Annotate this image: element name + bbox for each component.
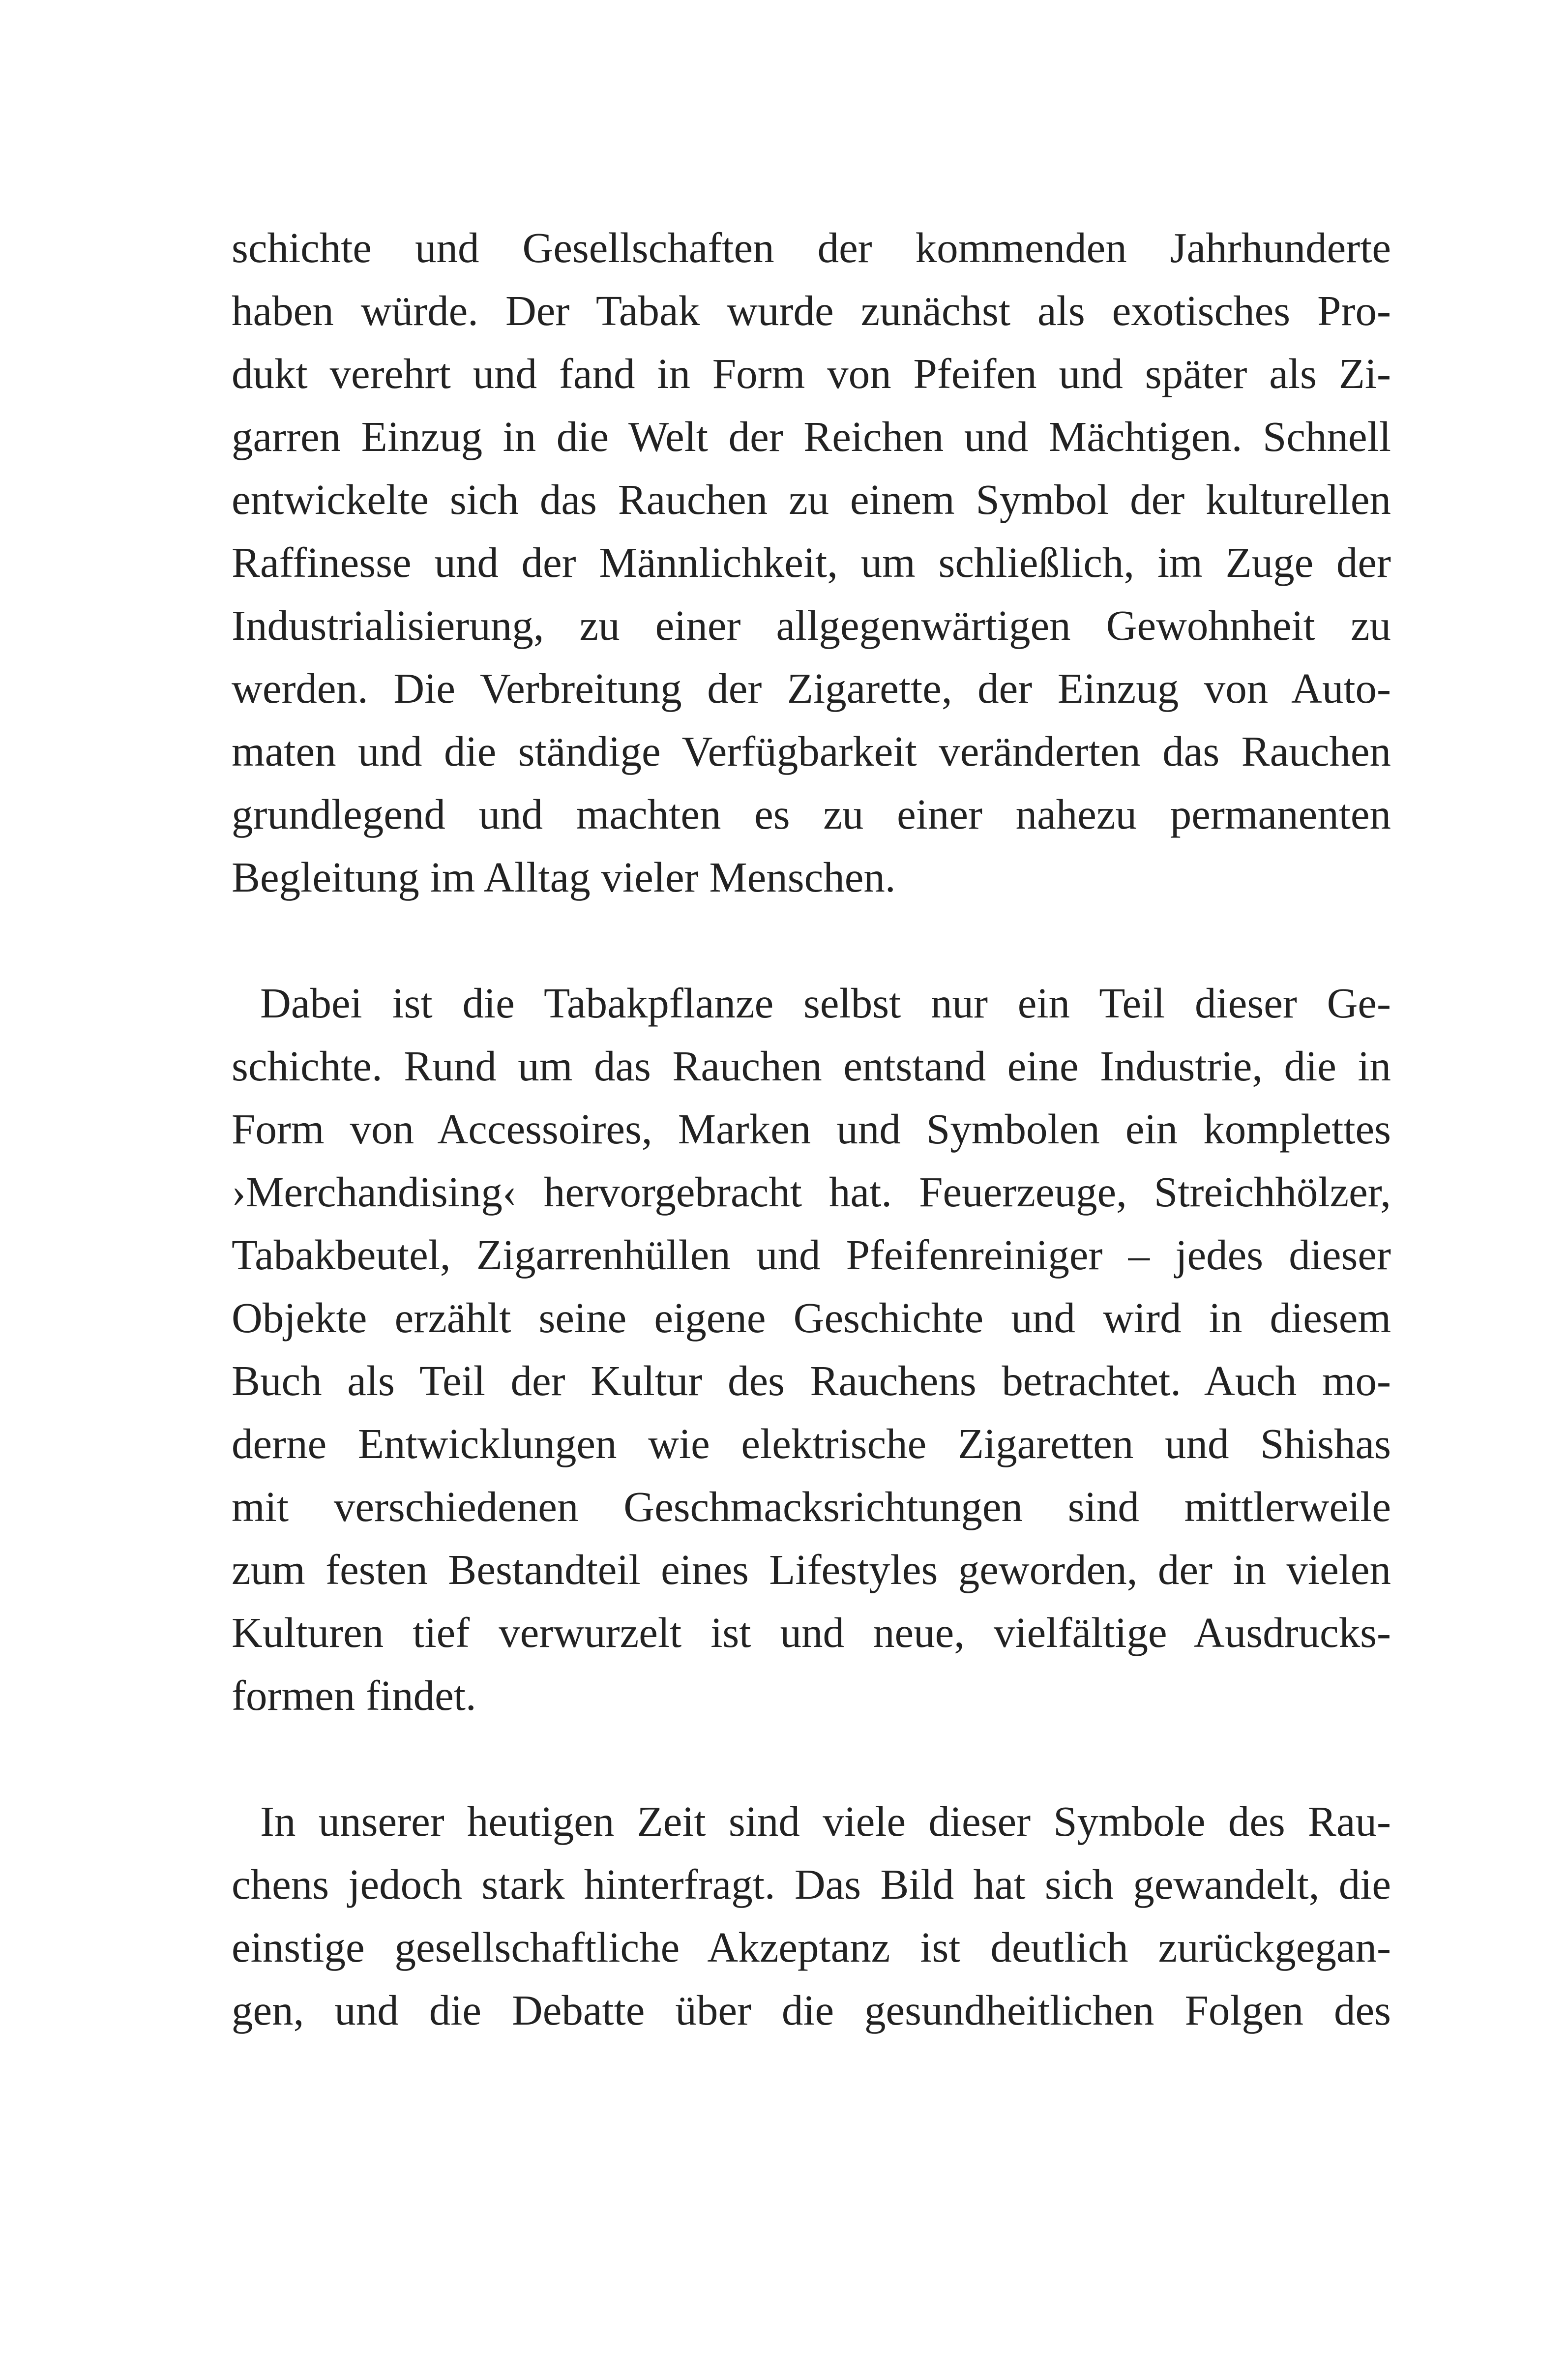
text-line: Dabei ist die Tabakpflanze selbst nur ein Teil dieser Ge-: [260, 979, 1391, 1027]
text-line: garren Einzug in die Welt der Reichen und Mächtigen. Schnell: [232, 413, 1391, 460]
text-line: zum festen Bestandteil eines Lifestyles geworden, der in vielen: [232, 1546, 1391, 1593]
text-line: schichte und Gesellschaften der kommenden Jahrhunderte: [232, 224, 1391, 271]
text-line: derne Entwicklungen wie elektrische Zigaretten und Shishas: [232, 1420, 1391, 1467]
text-line: Raffinesse und der Männlichkeit, um schließlich, im Zuge der: [232, 538, 1391, 586]
text-line: werden. Die Verbreitung der Zigarette, der Einzug von Auto-: [232, 664, 1391, 712]
text-line: Tabakbeutel, Zigarrenhüllen und Pfeifenreiniger – jedes dieser: [232, 1231, 1391, 1279]
text-line: gen, und die Debatte über die gesundheitlichen Folgen des: [232, 1986, 1391, 2034]
body-text: [232, 216, 1391, 2042]
text-line: formen findet.: [232, 1671, 476, 1719]
text-line: dukt verehrt und fand in Form von Pfeifen und später als Zi-: [232, 350, 1391, 397]
paragraph-3: [232, 1790, 1391, 2042]
text-line: einstige gesellschaftliche Akzeptanz ist deutlich zurückgegan-: [232, 1923, 1391, 1971]
text-line: Buch als Teil der Kultur des Rauchens betrachtet. Auch mo-: [232, 1357, 1391, 1404]
text-line: Begleitung im Alltag vieler Menschen.: [232, 853, 896, 901]
text-line: Kulturen tief verwurzelt ist und neue, vielfältige Ausdrucks-: [232, 1609, 1391, 1656]
paragraph-2: [232, 972, 1391, 1727]
paragraph-1: [232, 216, 1391, 909]
text-line: schichte. Rund um das Rauchen entstand eine Industrie, die in: [232, 1042, 1391, 1090]
text-line: mit verschiedenen Geschmacksrichtungen sind mittlerweile: [232, 1483, 1391, 1530]
text-line: maten und die ständige Verfügbarkeit veränderten das Rauchen: [232, 727, 1391, 775]
text-line: ›Merchandising‹ hervorgebracht hat. Feuerzeuge, Streichhölzer,: [232, 1168, 1391, 1216]
text-line: Objekte erzählt seine eigene Geschichte und wird in diesem: [232, 1294, 1391, 1342]
text-line: haben würde. Der Tabak wurde zunächst als exotisches Pro-: [232, 287, 1391, 334]
text-line: Industrialisierung, zu einer allgegenwärtigen Gewohnheit zu: [232, 601, 1391, 649]
text-line: grundlegend und machten es zu einer nahezu permanenten: [232, 790, 1391, 838]
text-line: entwickelte sich das Rauchen zu einem Symbol der kulturellen: [232, 476, 1391, 523]
text-line: Form von Accessoires, Marken und Symbolen ein komplettes: [232, 1105, 1391, 1153]
text-line: In unserer heutigen Zeit sind viele dieser Symbole des Rau-: [260, 1797, 1391, 1845]
text-line: chens jedoch stark hinterfragt. Das Bild hat sich gewandelt, die: [232, 1860, 1391, 1908]
